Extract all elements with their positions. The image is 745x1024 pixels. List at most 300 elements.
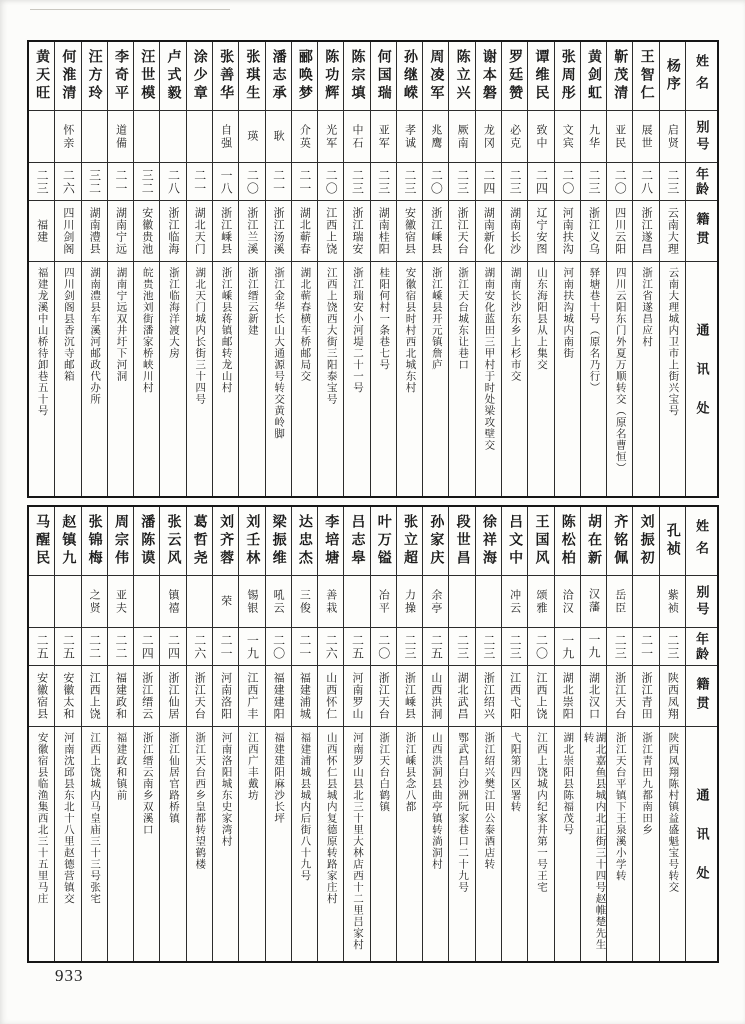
age-cell: 二三 <box>581 163 606 201</box>
age-cell: 二〇 <box>423 163 448 201</box>
address-cell: 浙江青田九都南田乡 <box>641 732 653 836</box>
address-cell: 山西怀仁县城内复德原转路家庄村 <box>325 732 337 905</box>
alias-cell: 中石 <box>344 111 369 163</box>
address-cell: 浙江金华长山大通源号转交黄岭脚 <box>273 267 285 440</box>
age-cell: 二三 <box>29 163 54 201</box>
entry-column <box>423 42 449 496</box>
native-cell: 河南扶沟 <box>555 201 580 262</box>
header-column <box>686 507 717 961</box>
native-cell: 福建 <box>29 201 54 262</box>
entry-column <box>29 507 55 961</box>
name-cell: 刘齐蓉 <box>213 507 238 576</box>
entry-column <box>660 507 686 961</box>
alias-cell <box>633 576 658 628</box>
address-cell: 江西上饶城内马皇庙三十三号张宅 <box>89 732 101 905</box>
name-cell: 陈立兴 <box>449 42 474 111</box>
entry-column <box>581 42 607 496</box>
name-cell: 马醒民 <box>29 507 54 576</box>
native-cell: 湖北天门 <box>187 201 212 262</box>
age-cell: 二六 <box>55 163 80 201</box>
header-address: 通讯处 <box>694 323 710 440</box>
alias-cell: 展世 <box>633 111 658 163</box>
native-cell: 湖南长沙 <box>502 201 527 262</box>
entry-column <box>607 507 633 961</box>
name-cell: 葛哲尧 <box>187 507 212 576</box>
address-cell: 桂阳何村一条巷七号 <box>378 267 390 371</box>
age-cell: 一九 <box>555 628 580 666</box>
alias-cell: 力操 <box>397 576 422 628</box>
age-cell: 二四 <box>476 163 501 201</box>
age-cell: 二二 <box>108 628 133 666</box>
entry-column <box>213 42 239 496</box>
entry-column <box>581 507 607 961</box>
age-cell: 二〇 <box>239 163 264 201</box>
page-number: 933 <box>55 966 84 985</box>
age-cell: 二〇 <box>318 163 343 201</box>
entry-column <box>371 42 397 496</box>
alias-cell <box>187 576 212 628</box>
name-cell: 孙继嵘 <box>397 42 422 111</box>
alias-cell: 锡银 <box>239 576 264 628</box>
address-cell: 浙江天台西乡皇都转望鹤楼 <box>194 732 206 870</box>
address-cell: 浙江天台城东让巷口 <box>457 267 469 371</box>
native-cell: 河南洛阳 <box>213 666 238 727</box>
native-cell: 安徽贵池 <box>134 201 159 262</box>
age-cell: 二三 <box>397 628 422 666</box>
age-cell: 二一 <box>108 163 133 201</box>
age-cell: 二三 <box>502 628 527 666</box>
entry-column <box>633 507 659 961</box>
address-cell: 陕西凤翔陈村镇益盛魁宝号转交 <box>667 732 679 893</box>
entry-column <box>397 42 423 496</box>
age-cell: 二八 <box>160 163 185 201</box>
address-cell: 福建浦城县城内后街八十九号 <box>299 732 311 882</box>
address-cell: 山东海阳县从上集交 <box>535 267 547 371</box>
native-cell: 湖南澧县 <box>82 201 107 262</box>
native-cell: 浙江青田 <box>633 666 658 727</box>
alias-cell: 兆鹰 <box>423 111 448 163</box>
name-cell: 何国瑞 <box>371 42 396 111</box>
entry-column <box>82 507 108 961</box>
address-cell: 皖贵池刘街潘家桥峡川村 <box>141 267 153 394</box>
header-age: 年龄 <box>686 163 717 201</box>
native-cell: 浙江天台 <box>371 666 396 727</box>
age-cell: 三二 <box>82 163 107 201</box>
name-cell: 孙家庆 <box>423 507 448 576</box>
address-cell: 浙江嵊县蒋镇邮转龙山村 <box>220 267 232 394</box>
age-cell: 二一 <box>292 628 317 666</box>
native-cell: 福建建阳 <box>266 666 291 727</box>
alias-cell <box>82 111 107 163</box>
name-cell: 涂少章 <box>187 42 212 111</box>
header-alias: 别号 <box>686 576 717 628</box>
native-cell: 江西上饶 <box>318 201 343 262</box>
name-cell: 陈功辉 <box>318 42 343 111</box>
alias-cell: 紫祯 <box>660 576 685 628</box>
name-cell: 王国风 <box>528 507 553 576</box>
alias-cell: 亚夫 <box>108 576 133 628</box>
address-cell: 河南罗山县北三十里大林店西十二里吕家村 <box>351 732 363 951</box>
native-cell: 浙江瑞安 <box>344 201 369 262</box>
native-cell: 浙江嵊县 <box>423 201 448 262</box>
entry-column <box>187 507 213 961</box>
alias-cell: 之贤 <box>82 576 107 628</box>
alias-cell: 耿 <box>266 111 291 163</box>
name-cell: 郦唤梦 <box>292 42 317 111</box>
address-cell: 浙江嵊县开元镇詹庐 <box>430 267 442 371</box>
name-cell: 刘壬林 <box>239 507 264 576</box>
age-cell: 二三 <box>449 163 474 201</box>
name-cell: 吕志皋 <box>344 507 369 576</box>
age-cell: 二三 <box>660 163 685 201</box>
native-cell: 湖南桂阳 <box>371 201 396 262</box>
age-cell: 二五 <box>29 628 54 666</box>
address-cell: 四川云阳东门外夏万顺转交（原名曹恒） <box>614 267 626 474</box>
name-cell: 达忠杰 <box>292 507 317 576</box>
entry-column <box>266 42 292 496</box>
alias-cell <box>55 576 80 628</box>
name-cell: 卢式毅 <box>160 42 185 111</box>
name-cell: 张琪生 <box>239 42 264 111</box>
name-cell: 何淮清 <box>55 42 80 111</box>
alias-cell: 介英 <box>292 111 317 163</box>
name-cell: 周凌军 <box>423 42 448 111</box>
name-cell: 徐祥海 <box>476 507 501 576</box>
native-cell: 湖北武昌 <box>449 666 474 727</box>
entry-column <box>502 507 528 961</box>
entry-column <box>344 42 370 496</box>
entry-column <box>239 42 265 496</box>
alias-cell: 龙冈 <box>476 111 501 163</box>
native-cell: 安徽太和 <box>55 666 80 727</box>
native-cell: 湖北崇阳 <box>555 666 580 727</box>
address-cell: 河南扶沟城内南街 <box>562 267 574 359</box>
native-cell: 浙江汤溪 <box>266 201 291 262</box>
native-cell: 浙江天台 <box>607 666 632 727</box>
alias-cell <box>134 576 159 628</box>
age-cell: 二六 <box>187 628 212 666</box>
address-cell: 浙江天台平镇下王泉溪小学转 <box>614 732 626 882</box>
age-cell: 二一 <box>266 163 291 201</box>
alias-cell: 孝诚 <box>397 111 422 163</box>
name-cell: 刘振初 <box>633 507 658 576</box>
name-cell: 汪世模 <box>134 42 159 111</box>
header-column <box>686 42 717 496</box>
address-cell: 安徽宿县时村西北城东村 <box>404 267 416 394</box>
address-cell: 福建龙溪中山桥待卸巷五十号 <box>36 267 48 417</box>
header-name: 姓名 <box>686 507 717 576</box>
alias-cell: 致中 <box>528 111 553 163</box>
alias-cell: 文宾 <box>555 111 580 163</box>
age-cell: 三二 <box>134 163 159 201</box>
name-cell: 陈宗填 <box>344 42 369 111</box>
address-cell: 湖南长沙东乡上杉市交 <box>509 267 521 382</box>
entry-column <box>160 507 186 961</box>
entry-column <box>266 507 292 961</box>
address-cell: 湖南澧县车溪河邮政代办所 <box>89 267 101 405</box>
native-cell: 四川剑阁 <box>55 201 80 262</box>
name-cell: 段世昌 <box>449 507 474 576</box>
age-cell: 二五 <box>55 628 80 666</box>
entry-column <box>449 507 475 961</box>
native-cell: 湖北汉口 <box>581 666 606 727</box>
alias-cell: 冲云 <box>502 576 527 628</box>
age-cell: 二三 <box>371 163 396 201</box>
age-cell: 二四 <box>528 163 553 201</box>
age-cell: 二四 <box>160 628 185 666</box>
name-cell: 张立超 <box>397 507 422 576</box>
name-cell: 孔祯 <box>660 507 685 576</box>
entry-column <box>318 42 344 496</box>
native-cell: 四川云阳 <box>607 201 632 262</box>
entry-column <box>371 507 397 961</box>
name-cell: 张善华 <box>213 42 238 111</box>
entry-column <box>82 42 108 496</box>
alias-cell <box>29 576 54 628</box>
alias-cell <box>134 111 159 163</box>
entry-column <box>108 507 134 961</box>
name-cell: 靳茂清 <box>607 42 632 111</box>
age-cell: 二三 <box>476 628 501 666</box>
age-cell: 二三 <box>607 628 632 666</box>
address-cell: 福建建阳麻沙长坪 <box>273 732 285 824</box>
name-cell: 胡在新 <box>581 507 606 576</box>
age-cell: 二三 <box>449 628 474 666</box>
entry-column <box>292 42 318 496</box>
entry-column <box>555 507 581 961</box>
age-cell: 二二 <box>82 628 107 666</box>
native-cell: 浙江义乌 <box>581 201 606 262</box>
header-address: 通讯处 <box>694 788 710 905</box>
address-cell: 浙江临海洋渡大房 <box>168 267 180 359</box>
age-cell: 二〇 <box>555 163 580 201</box>
name-cell: 叶万镒 <box>371 507 396 576</box>
name-cell: 黄剑虹 <box>581 42 606 111</box>
alias-cell: 颂雅 <box>528 576 553 628</box>
age-cell: 二〇 <box>528 628 553 666</box>
alias-cell: 善栽 <box>318 576 343 628</box>
alias-cell: 洽汉 <box>555 576 580 628</box>
native-cell: 江西上饶 <box>528 666 553 727</box>
address-cell: 浙江仙居官路桥镇 <box>168 732 180 824</box>
native-cell: 湖北蕲春 <box>292 201 317 262</box>
address-cell: 浙江瑞安小河堤二十一号 <box>351 267 363 394</box>
address-cell: 福建政和镇前 <box>115 732 127 801</box>
name-cell: 陈松柏 <box>555 507 580 576</box>
address-cell: 河南沈邱县东北十八里赵德营镇交 <box>62 732 74 905</box>
age-cell: 二一 <box>187 163 212 201</box>
native-cell: 山西洪洞 <box>423 666 448 727</box>
native-cell: 浙江嵊县 <box>213 201 238 262</box>
directory-tables <box>27 40 719 963</box>
alias-cell: 瑛 <box>239 111 264 163</box>
alias-cell: 冶平 <box>371 576 396 628</box>
name-cell: 齐铭佩 <box>607 507 632 576</box>
native-cell: 江西广丰 <box>239 666 264 727</box>
age-cell: 一八 <box>213 163 238 201</box>
address-cell: 浙江天台白鹤镇 <box>378 732 390 813</box>
entry-column <box>397 507 423 961</box>
entry-column <box>134 507 160 961</box>
address-cell: 江西上饶城内纪家井第一号王宅 <box>535 732 547 893</box>
native-cell: 浙江临海 <box>160 201 185 262</box>
alias-cell: 光军 <box>318 111 343 163</box>
header-native: 籍贯 <box>686 201 717 262</box>
native-cell: 福建浦城 <box>292 666 317 727</box>
address-cell: 浙江缙云南乡双溪口 <box>141 732 153 836</box>
alias-cell: 自强 <box>213 111 238 163</box>
alias-cell <box>160 111 185 163</box>
native-cell: 山西怀仁 <box>318 666 343 727</box>
native-cell: 浙江天台 <box>187 666 212 727</box>
header-native: 籍贯 <box>686 666 717 727</box>
entry-column <box>660 42 686 496</box>
name-cell: 黄天旺 <box>29 42 54 111</box>
alias-cell: 亚军 <box>371 111 396 163</box>
header-age: 年龄 <box>686 628 717 666</box>
alias-cell: 厥南 <box>449 111 474 163</box>
entry-column <box>344 507 370 961</box>
alias-cell: 道備 <box>108 111 133 163</box>
address-cell: 驿塘巷十号（原名乃行） <box>588 267 600 394</box>
name-cell: 潘陈谟 <box>134 507 159 576</box>
entry-column <box>528 42 554 496</box>
alias-cell: 镇禧 <box>160 576 185 628</box>
age-cell: 一九 <box>581 628 606 666</box>
entry-column <box>318 507 344 961</box>
alias-cell: 启贤 <box>660 111 685 163</box>
address-cell: 浙江嵊县念八都 <box>404 732 416 813</box>
address-cell: 鄂武昌白沙洲阮家巷口二十九号 <box>457 732 469 893</box>
entry-column <box>134 42 160 496</box>
name-cell: 赵镇九 <box>55 507 80 576</box>
alias-cell: 岳臣 <box>607 576 632 628</box>
entry-column <box>607 42 633 496</box>
directory-table-bottom <box>27 505 719 963</box>
entry-column <box>633 42 659 496</box>
native-cell: 福建政和 <box>108 666 133 727</box>
native-cell: 辽宁安图 <box>528 201 553 262</box>
entry-column <box>292 507 318 961</box>
alias-cell: 余亭 <box>423 576 448 628</box>
native-cell: 浙江嵊县 <box>397 666 422 727</box>
age-cell: 二一 <box>633 628 658 666</box>
entry-column <box>502 42 528 496</box>
entry-column <box>160 42 186 496</box>
name-cell: 杨序 <box>660 42 685 111</box>
address-cell: 江西广丰戴坊 <box>246 732 258 801</box>
header-name: 姓名 <box>686 42 717 111</box>
alias-cell: 亚民 <box>607 111 632 163</box>
entry-column <box>187 42 213 496</box>
age-cell: 二一 <box>213 628 238 666</box>
name-cell: 罗廷赞 <box>502 42 527 111</box>
age-cell: 二八 <box>633 163 658 201</box>
directory-table-top <box>27 40 719 498</box>
name-cell: 张云风 <box>160 507 185 576</box>
alias-cell: 三俊 <box>292 576 317 628</box>
name-cell: 潘志承 <box>266 42 291 111</box>
entry-column <box>29 42 55 496</box>
address-cell: 河南洛阳城东史家湾村 <box>220 732 232 847</box>
alias-cell <box>344 576 369 628</box>
name-cell: 梁振维 <box>266 507 291 576</box>
native-cell: 江西弋阳 <box>502 666 527 727</box>
native-cell: 浙江绍兴 <box>476 666 501 727</box>
address-cell: 安徽宿县临渔集西北三十五里马庄 <box>36 732 48 905</box>
native-cell: 浙江兰溪 <box>239 201 264 262</box>
address-cell: 湖北蕲春横车桥邮局交 <box>299 267 311 382</box>
entry-column <box>528 507 554 961</box>
age-cell: 一九 <box>239 628 264 666</box>
address-cell: 浙江绍兴樊江田公泰酒店转 <box>483 732 495 870</box>
age-cell: 二三 <box>397 163 422 201</box>
scan-edge-artifact <box>30 9 230 10</box>
name-cell: 周宗伟 <box>108 507 133 576</box>
alias-cell <box>449 576 474 628</box>
age-cell: 二〇 <box>607 163 632 201</box>
address-cell: 山西洪洞县曲亭镇转淌洞村 <box>430 732 442 870</box>
entry-column <box>55 507 81 961</box>
age-cell: 二五 <box>344 628 369 666</box>
entry-column <box>449 42 475 496</box>
entry-column <box>213 507 239 961</box>
native-cell: 浙江缙云 <box>134 666 159 727</box>
alias-cell <box>187 111 212 163</box>
entry-column <box>476 42 502 496</box>
native-cell: 安徽宿县 <box>29 666 54 727</box>
alias-cell: 必克 <box>502 111 527 163</box>
native-cell: 浙江遂昌 <box>633 201 658 262</box>
name-cell: 李奇平 <box>108 42 133 111</box>
address-cell: 湖南宁远双井圩下河洞 <box>115 267 127 382</box>
header-alias: 别号 <box>686 111 717 163</box>
address-cell: 云南大理城内卫市上街兴宝号 <box>667 267 679 417</box>
name-cell: 王智仁 <box>633 42 658 111</box>
address-cell: 浙江省遂昌应村 <box>641 267 653 348</box>
entry-column <box>555 42 581 496</box>
alias-cell: 荣 <box>213 576 238 628</box>
address-cell: 浙江缙云新建 <box>246 267 258 336</box>
native-cell: 江西上饶 <box>82 666 107 727</box>
address-cell: 湖北嘉鱼县城内北正街三十四号赵帷楚先生转 <box>582 731 606 951</box>
address-cell: 湖北天门城内长街三十四号 <box>194 267 206 405</box>
age-cell: 二三 <box>660 628 685 666</box>
native-cell: 湖南宁远 <box>108 201 133 262</box>
entry-column <box>55 42 81 496</box>
alias-cell: 吼云 <box>266 576 291 628</box>
age-cell: 二〇 <box>371 628 396 666</box>
entry-column <box>476 507 502 961</box>
name-cell: 汪方玲 <box>82 42 107 111</box>
name-cell: 谭维民 <box>528 42 553 111</box>
age-cell: 二五 <box>423 628 448 666</box>
address-cell: 湖南安化蓝田三甲村于时处梁攻壁交 <box>483 267 495 451</box>
name-cell: 李培塘 <box>318 507 343 576</box>
name-cell: 张锦梅 <box>82 507 107 576</box>
age-cell: 二〇 <box>266 628 291 666</box>
alias-cell <box>29 111 54 163</box>
native-cell: 湖南新化 <box>476 201 501 262</box>
age-cell: 二一 <box>292 163 317 201</box>
native-cell: 河南罗山 <box>344 666 369 727</box>
alias-cell: 怀亲 <box>55 111 80 163</box>
name-cell: 吕文中 <box>502 507 527 576</box>
native-cell: 浙江天台 <box>449 201 474 262</box>
entry-column <box>108 42 134 496</box>
address-cell: 湖北崇阳县陈福茂号 <box>562 732 574 836</box>
address-cell: 江西上饶西大街三阳泰宝号 <box>325 267 337 405</box>
